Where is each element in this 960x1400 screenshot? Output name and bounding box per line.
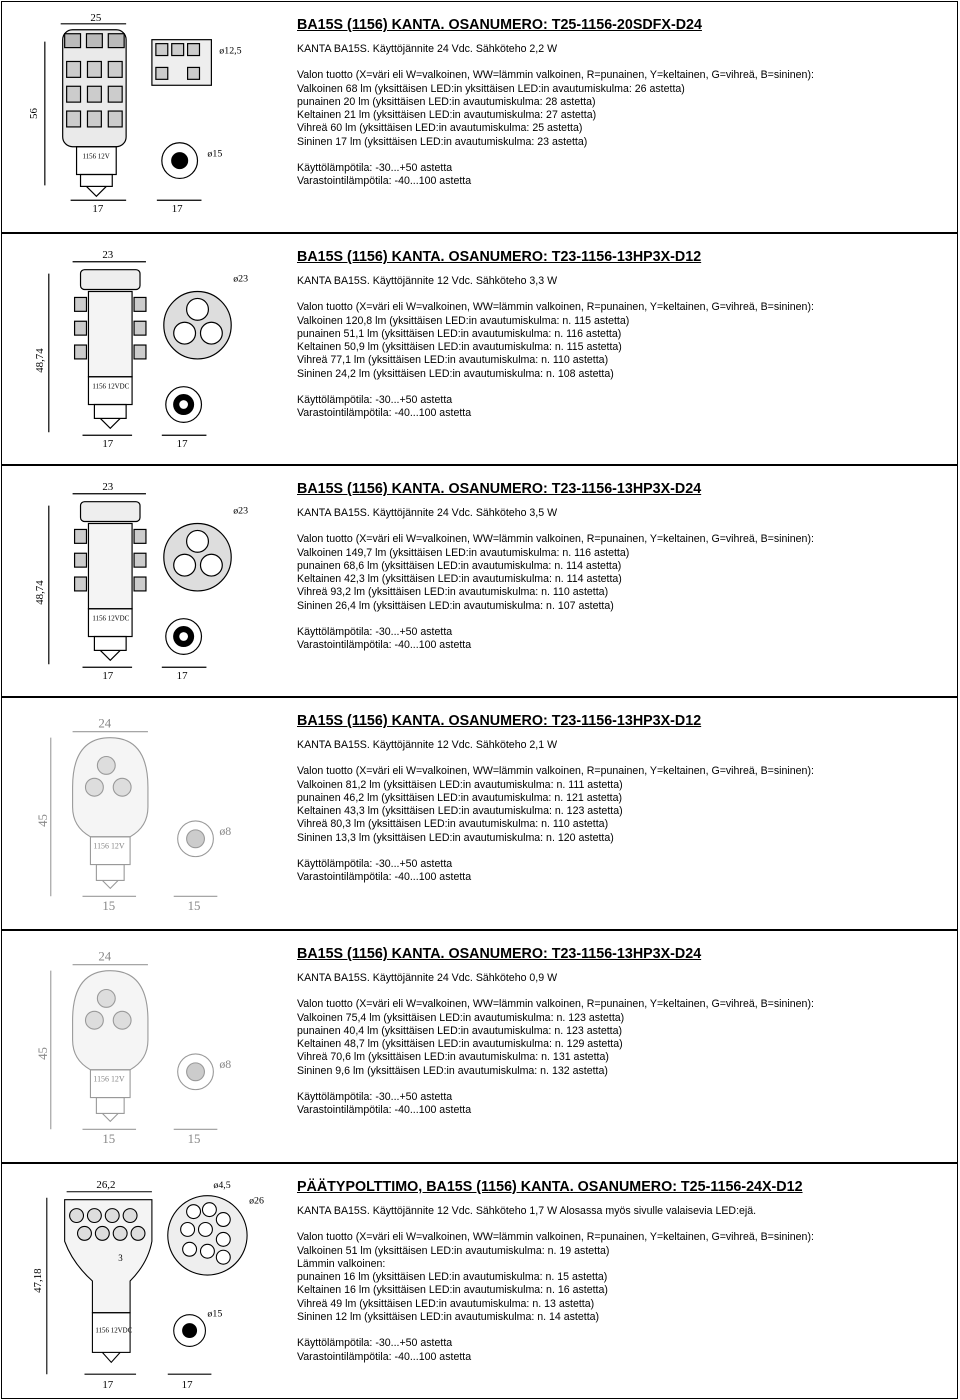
product-info: [297, 1178, 951, 1364]
dim-base2: 17: [171, 203, 183, 216]
storage-temp: Varastointilämpötila: -40...100 astetta: [297, 175, 472, 188]
dim-base: 15: [102, 1132, 116, 1147]
spec-line: Sininen 12 lm (yksittäisen LED:in avautumiskulma: n. 14 astetta): [297, 1311, 600, 1324]
dim-led: ø4,5: [213, 1179, 231, 1191]
dim-height: 47,18: [31, 1268, 44, 1293]
storage-temp: Varastointilämpötila: -40...100 astetta: [297, 1104, 472, 1117]
base-voltage-power: KANTA BA15S. Käyttöjännite 24 Vdc. Sähköteho 3,5 W: [297, 507, 558, 519]
bulb-label: 1156 12VDC: [95, 1326, 133, 1335]
dim-base: 17: [102, 670, 114, 683]
product-info: [297, 712, 951, 885]
spec-line: Sininen 13,3 lm (yksittäisen LED:in avautumiskulma: n. 120 astetta): [297, 831, 614, 844]
dim-dia: ø15: [207, 148, 223, 160]
product-row: [1, 233, 958, 465]
dim-dia: ø26: [249, 1195, 264, 1207]
dim-width: 24: [98, 949, 112, 964]
dim-height: 45: [35, 1047, 50, 1060]
spec-line: punainen 20 lm (yksittäisen LED:in avautumiskulma: 28 astetta): [297, 95, 596, 108]
storage-temp: Varastointilämpötila: -40...100 astetta: [297, 871, 472, 884]
spec-line: punainen 68,6 lm (yksittäisen LED:in avautumiskulma: n. 114 astetta): [297, 559, 622, 572]
spec-line: Vihreä 70,6 lm (yksittäisen LED:in avautumiskulma: n. 131 astetta): [297, 1051, 609, 1064]
bulb-drawing-1: [2, 2, 280, 232]
spec-line: Keltainen 21 lm (yksittäisen LED:in avautumiskulma: 27 astetta): [297, 109, 597, 122]
spec-line: Vihreä 60 lm (yksittäisen LED:in avautumiskulma: 25 astetta): [297, 122, 583, 135]
spec-line: Valon tuotto (X=väri eli W=valkoinen, WW=lämmin valkoinen, R=punainen, Y=keltainen, G=vihreä, B=sininen):: [297, 533, 814, 546]
operating-temp: Käyttölämpötila: -30...+50 astetta: [297, 1337, 453, 1350]
spec-line: Valon tuotto (X=väri eli W=valkoinen, WW=lämmin valkoinen, R=punainen, Y=keltainen, G=vihreä, B=sininen):: [297, 765, 814, 778]
technical-drawing: [2, 1164, 280, 1398]
spec-line: punainen 40,4 lm (yksittäisen LED:in avautumiskulma: n. 123 astetta): [297, 1024, 623, 1037]
spec-line: Vihreä 93,2 lm (yksittäisen LED:in avautumiskulma: n. 110 astetta): [297, 586, 609, 599]
bulb-label: 1156 12V: [93, 841, 125, 851]
spec-line: Valon tuotto (X=väri eli W=valkoinen, WW=lämmin valkoinen, R=punainen, Y=keltainen, G=vihreä, B=sininen):: [297, 301, 814, 314]
product-title: BA15S (1156) KANTA. OSANUMERO: T23-1156-13HP3X-D12: [297, 713, 702, 729]
spec-line: Lämmin valkoinen:: [297, 1257, 386, 1270]
spec-line: Keltainen 48,7 lm (yksittäisen LED:in avautumiskulma: n. 129 astetta): [297, 1038, 623, 1051]
dim-base: 17: [92, 203, 104, 216]
dim-base: 17: [102, 1379, 114, 1392]
product-row: [1, 465, 958, 697]
product-info: [297, 248, 951, 421]
spec-line: punainen 16 lm (yksittäisen LED:in avautumiskulma: n. 15 astetta): [297, 1271, 608, 1284]
dim-width: 23: [102, 480, 114, 493]
product-row: [1, 1163, 958, 1399]
spec-line: Valon tuotto (X=väri eli W=valkoinen, WW=lämmin valkoinen, R=punainen, Y=keltainen, G=vihreä, B=sininen):: [297, 1231, 814, 1244]
base-voltage-power: KANTA BA15S. Käyttöjännite 12 Vdc. Sähköteho 2,1 W: [297, 739, 558, 751]
dim-small: 3: [118, 1253, 123, 1264]
bulb-drawing-5: [2, 931, 280, 1162]
storage-temp: Varastointilämpötila: -40...100 astetta: [297, 1350, 472, 1363]
spec-line: punainen 46,2 lm (yksittäisen LED:in avautumiskulma: n. 121 astetta): [297, 791, 623, 804]
dim-base2: 15: [187, 899, 201, 914]
dim-width: 26,2: [96, 1178, 116, 1191]
base-voltage-power: KANTA BA15S. Käyttöjännite 24 Vdc. Sähköteho 0,9 W: [297, 972, 558, 984]
dim-width: 24: [98, 716, 112, 731]
base-voltage-power: KANTA BA15S. Käyttöjännite 24 Vdc. Sähköteho 2,2 W: [297, 43, 558, 55]
spec-line: Valkoinen 120,8 lm (yksittäisen LED:in avautumiskulma: n. 115 astetta): [297, 314, 630, 327]
storage-temp: Varastointilämpötila: -40...100 astetta: [297, 407, 472, 420]
technical-drawing: [2, 466, 280, 696]
product-info: [297, 945, 951, 1118]
spec-line: Keltainen 16 lm (yksittäisen LED:in avautumiskulma: n. 16 astetta): [297, 1284, 608, 1297]
dim-dia: ø23: [233, 273, 249, 285]
product-info: [297, 480, 951, 653]
dim-base2: 17: [176, 438, 188, 451]
bulb-label: 1156 12VDC: [92, 615, 130, 623]
spec-line: Keltainen 43,3 lm (yksittäisen LED:in avautumiskulma: n. 123 astetta): [297, 805, 623, 818]
technical-drawing: [2, 931, 280, 1162]
spec-line: punainen 51,1 lm (yksittäisen LED:in avautumiskulma: n. 116 astetta): [297, 327, 622, 340]
product-row: [1, 1, 958, 233]
spec-line: Vihreä 77,1 lm (yksittäisen LED:in avautumiskulma: n. 110 astetta): [297, 354, 609, 367]
dim-base2: 17: [176, 670, 188, 683]
dim-width: 25: [90, 11, 102, 24]
spec-line: Valkoinen 81,2 lm (yksittäisen LED:in avautumiskulma: n. 111 astetta): [297, 778, 623, 791]
operating-temp: Käyttölämpötila: -30...+50 astetta: [297, 394, 453, 407]
product-info: [297, 16, 951, 189]
product-row: [1, 697, 958, 930]
spec-line: Valon tuotto (X=väri eli W=valkoinen, WW=lämmin valkoinen, R=punainen, Y=keltainen, G=vihreä, B=sininen):: [297, 69, 814, 82]
technical-drawing: [2, 698, 280, 929]
bulb-label: 1156 12VDC: [92, 383, 130, 391]
dim-base: 15: [102, 899, 116, 914]
spec-line: Sininen 26,4 lm (yksittäisen LED:in avautumiskulma: n. 107 astetta): [297, 599, 614, 612]
bulb-drawing-3: [2, 466, 280, 696]
spec-line: Valkoinen 75,4 lm (yksittäisen LED:in avautumiskulma: n. 123 astetta): [297, 1011, 625, 1024]
spec-line: Valkoinen 51 lm (yksittäisen LED:in avautumiskulma: n. 19 astetta): [297, 1244, 610, 1257]
operating-temp: Käyttölämpötila: -30...+50 astetta: [297, 858, 453, 871]
product-title: PÄÄTYPOLTTIMO, BA15S (1156) KANTA. OSANUMERO: T25-1156-24X-D12: [297, 1179, 803, 1195]
dim-base: 17: [102, 438, 114, 451]
dim-dia: ø8: [219, 1056, 232, 1071]
dim-height: 45: [35, 814, 50, 827]
dim-led: ø12,5: [219, 45, 242, 57]
bulb-drawing-4: [2, 698, 280, 929]
spec-line: Valon tuotto (X=väri eli W=valkoinen, WW=lämmin valkoinen, R=punainen, Y=keltainen, G=vihreä, B=sininen):: [297, 998, 814, 1011]
product-title: BA15S (1156) KANTA. OSANUMERO: T23-1156-13HP3X-D12: [297, 249, 702, 265]
spec-line: Vihreä 80,3 lm (yksittäisen LED:in avautumiskulma: n. 110 astetta): [297, 818, 609, 831]
spec-line: Sininen 9,6 lm (yksittäisen LED:in avautumiskulma: n. 132 astetta): [297, 1064, 608, 1077]
bulb-label: 1156 12V: [82, 153, 110, 161]
operating-temp: Käyttölämpötila: -30...+50 astetta: [297, 1091, 453, 1104]
operating-temp: Käyttölämpötila: -30...+50 astetta: [297, 626, 453, 639]
dim-height: 56: [27, 108, 40, 119]
product-row: [1, 930, 958, 1163]
bulb-drawing-6: [2, 1164, 280, 1398]
technical-drawing: [2, 2, 280, 232]
dim-height: 48,74: [33, 348, 46, 373]
bulb-drawing-2: [2, 234, 280, 464]
bulb-label: 1156 12V: [93, 1074, 125, 1084]
product-title: BA15S (1156) KANTA. OSANUMERO: T23-1156-13HP3X-D24: [297, 481, 702, 497]
dim-base2: 15: [187, 1132, 201, 1147]
dim-dia: ø8: [219, 823, 232, 838]
base-voltage-power: KANTA BA15S. Käyttöjännite 12 Vdc. Sähköteho 3,3 W: [297, 275, 558, 287]
dim-width: 23: [102, 248, 114, 261]
dim-dia2: ø15: [207, 1308, 223, 1320]
base-voltage-power: KANTA BA15S. Käyttöjännite 12 Vdc. Sähköteho 1,7 W Alosassa myös sivulle valaisevia LED:ejä.: [297, 1205, 757, 1217]
dim-dia: ø23: [233, 505, 249, 517]
dim-base2: 17: [181, 1379, 193, 1392]
spec-line: Keltainen 42,3 lm (yksittäisen LED:in avautumiskulma: n. 114 astetta): [297, 573, 622, 586]
spec-line: Keltainen 50,9 lm (yksittäisen LED:in avautumiskulma: n. 115 astetta): [297, 341, 622, 354]
spec-line: Valkoinen 68 lm (yksittäisen LED:in yksittäisen LED:in avautumiskulma: 26 astetta): [297, 82, 685, 95]
spec-line: Sininen 24,2 lm (yksittäisen LED:in avautumiskulma: n. 108 astetta): [297, 367, 614, 380]
spec-line: Valkoinen 149,7 lm (yksittäisen LED:in avautumiskulma: n. 116 astetta): [297, 546, 630, 559]
product-title: BA15S (1156) KANTA. OSANUMERO: T23-1156-13HP3X-D24: [297, 946, 702, 962]
dim-height: 48,74: [33, 580, 46, 605]
spec-line: Sininen 17 lm (yksittäisen LED:in avautumiskulma: 23 astetta): [297, 135, 588, 148]
product-title: BA15S (1156) KANTA. OSANUMERO: T25-1156-20SDFX-D24: [297, 17, 702, 33]
operating-temp: Käyttölämpötila: -30...+50 astetta: [297, 162, 453, 175]
technical-drawing: [2, 234, 280, 464]
storage-temp: Varastointilämpötila: -40...100 astetta: [297, 639, 472, 652]
spec-line: Vihreä 49 lm (yksittäisen LED:in avautumiskulma: n. 13 astetta): [297, 1297, 595, 1310]
